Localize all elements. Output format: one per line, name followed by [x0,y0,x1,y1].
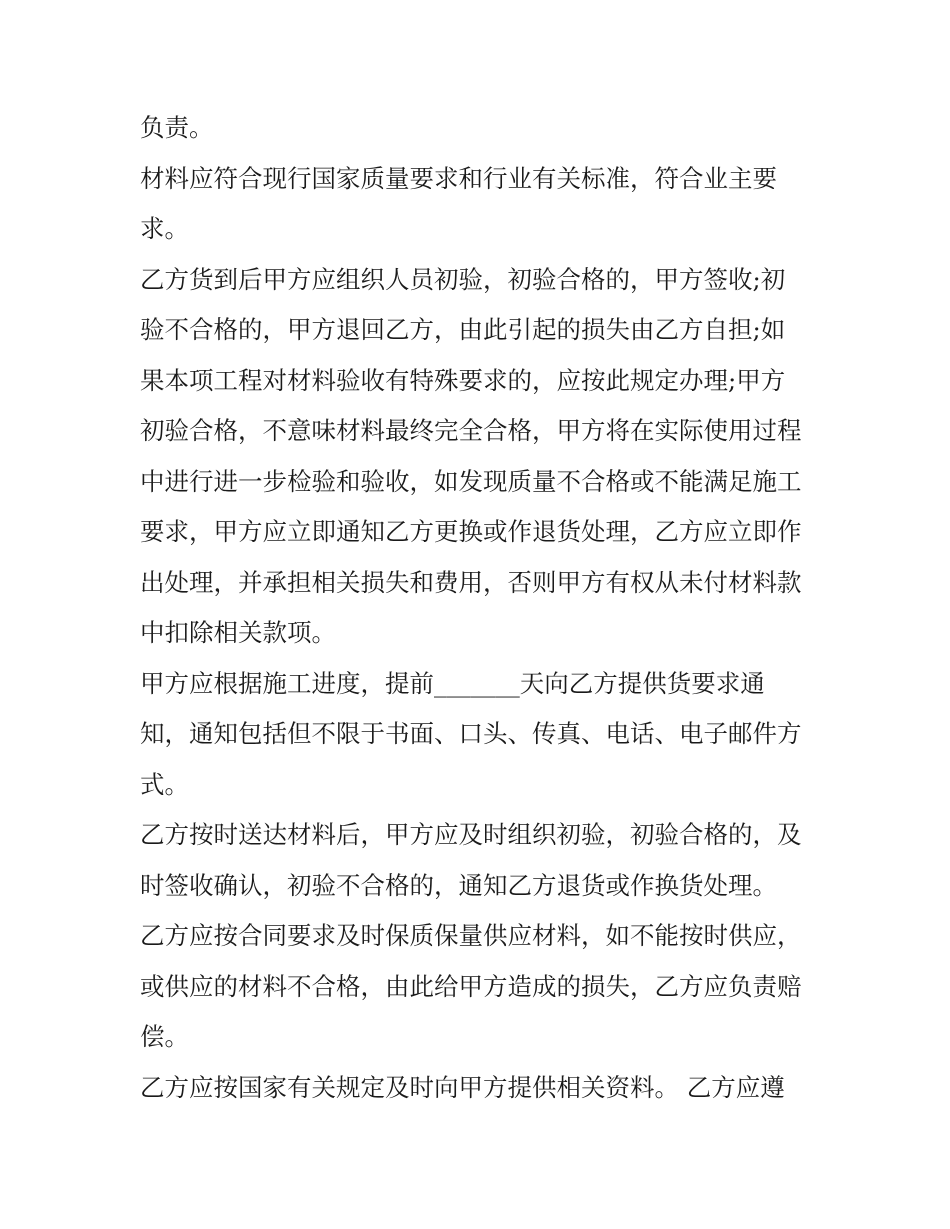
text-line: 材料应符合现行国家质量要求和行业有关标准，符合业主要 [140,163,777,193]
text-line: 求。 [140,214,189,243]
text-line: 甲方应根据施工进度，提前_______天向乙方提供货要求通 [140,668,765,698]
text-line: 知，通知包括但不限于书面、口头、传真、电话、电子邮件方 [140,719,802,748]
text-line: 乙方按时送达材料后，甲方应及时组织初验，初验合格的，及 [140,820,802,849]
text-line: 或供应的材料不合格，由此给甲方造成的损失，乙方应负责赔 [140,971,802,1001]
text-line: 乙方应按国家有关规定及时向甲方提供相关资料。 乙方应遵 [140,1072,785,1102]
text-line: 时签收确认，初验不合格的，通知乙方退货或作换货处理。 [140,870,777,900]
text-line: 式。 [140,769,189,799]
text-line: 果本项工程对材料验收有特殊要求的，应按此规定办理;甲方 [140,365,786,395]
text-line: 验不合格的，甲方退回乙方，由此引起的损失由乙方自担;如 [140,315,786,344]
text-line: 负责。 [140,113,214,142]
text-line: 乙方货到后甲方应组织人员初验，初验合格的，甲方签收;初 [140,264,786,294]
text-line: 中进行进一步检验和验收，如发现质量不合格或不能满足施工 [140,466,802,496]
text-line: 乙方应按合同要求及时保质保量供应材料，如不能按时供应， [140,921,802,950]
text-line: 中扣除相关款项。 [140,618,336,647]
text-line: 要求，甲方应立即通知乙方更换或作退货处理，乙方应立即作 [140,517,802,546]
document-body [140,103,820,1113]
text-line: 初验合格，不意味材料最终完全合格，甲方将在实际使用过程 [140,416,802,445]
text-line: 偿。 [140,1022,189,1051]
text-line: 出处理，并承担相关损失和费用，否则甲方有权从未付材料款 [140,567,802,597]
